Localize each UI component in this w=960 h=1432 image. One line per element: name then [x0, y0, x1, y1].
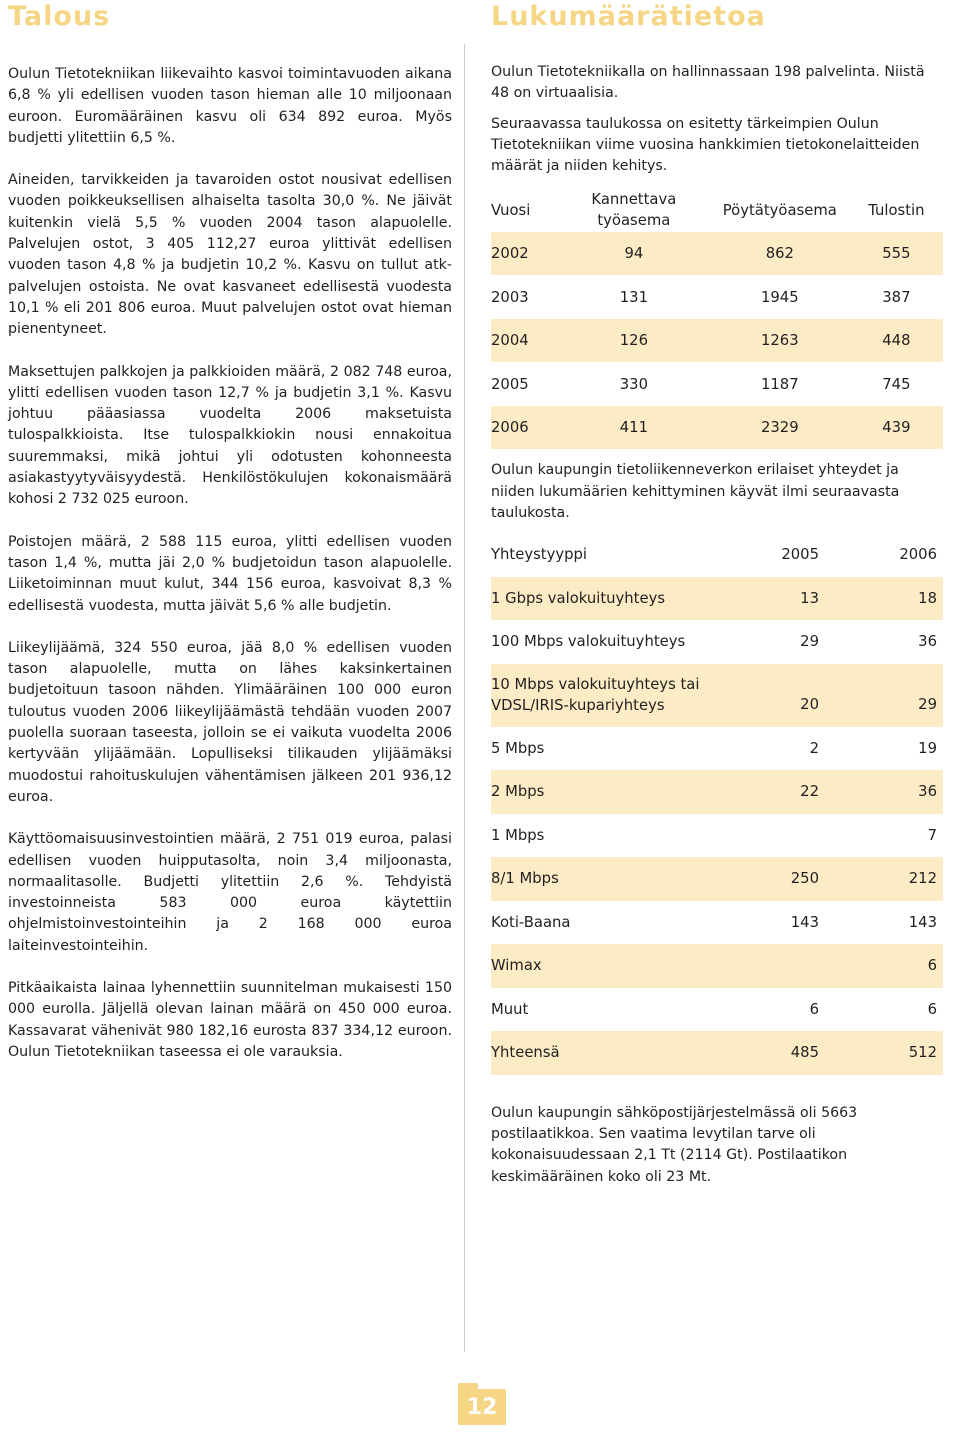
paragraph: Maksettujen palkkojen ja palkkioiden määrä, 2 082 748 euroa, ylitti edellisen vuoden tason 12,7 % ja budjetin 3,1 %. Kasvu johtuu pääasiassa vuodelta 2006 maksetuista tulospalkkioista. Itse tulospalkkiokin nousi ennakoitua suuremmaksi, mikä johtui yli odotusten kohonneesta asiakastyytyväisyydestä. Henkilöstökulujen kokonaismäärä kohosi 2 732 025 euroon. — [8, 363, 452, 508]
table-row — [491, 814, 943, 858]
table-cell: 94 — [554, 232, 710, 276]
table-cell: 512 — [827, 1031, 943, 1075]
table-row — [491, 275, 943, 319]
table-cell: 29 — [827, 664, 943, 727]
table-cell: 5 Mbps — [491, 739, 545, 757]
table-cell: 2002 — [491, 232, 554, 276]
table-header-row — [491, 188, 943, 232]
page-number: 12 — [458, 1389, 506, 1425]
table-cell: 10 Mbps valokuituyhteys tai VDSL/IRIS-kupariyhteys — [491, 664, 723, 727]
paragraph: Käyttöomaisuusinvestointien määrä, 2 751 019 euroa, palasi edellisen vuoden huipputasolta, noin 3,4 miljoonasta, normaalitasolle. Budjetti ylitettiin 2,6 %. Tehdyistä investoinneista 583 000 euroa käytettiin ohjelmistoinvestointeihin ja 2 168 000 euroa laiteinvestointeihin. — [8, 831, 452, 954]
paragraph: Oulun kaupungin tietoliikenneverkon erilaiset yhteydet ja niiden lukumäärien kehittyminen käyvät ilmi seuraavasta taulukosta. — [491, 462, 900, 522]
paragraph: Poistojen määrä, 2 588 115 euroa, ylitti edellisen vuoden tason 1,4 %, mutta jäi 2,0 % budjetoidun tason alapuolelle. Liiketoiminnan muut kulut, 344 156 euroa, kasvoivat 8,3 % edellisestä vuodesta, mutta jäivät 5,6 % alle budjetin. — [8, 533, 452, 614]
header-cell: Kannettava työasema — [591, 190, 677, 230]
table-cell: 20 — [723, 664, 827, 727]
header-cell: Yhteystyyppi — [491, 546, 587, 564]
table-cell: 143 — [908, 913, 937, 931]
table-row — [491, 901, 943, 945]
table-cell: 6 — [927, 1000, 937, 1018]
table-cell: 1263 — [710, 319, 850, 363]
paragraph: Pitkäaikaista lainaa lyhennettiin suunnitelman mukaisesti 150 000 eurolla. Jäljellä olevan lainan määrä on 450 000 euroa. Kassavarat vähenivät 980 182,16 eurosta 837 334,12 euroon. Oulun Tietotekniikan taseessa ei ole varauksia. — [8, 979, 452, 1060]
table-row — [491, 232, 943, 276]
table-cell: 1945 — [760, 288, 799, 306]
table-cell: 745 — [882, 375, 911, 393]
table-cell: 439 — [850, 406, 943, 450]
paragraph: Oulun Tietotekniikalla on hallinnassaan 198 palvelinta. Niistä 48 on virtuaalisia. — [491, 64, 925, 102]
table-cell: 1 Mbps — [491, 826, 545, 844]
table-cell: 6 — [827, 944, 943, 988]
table-cell: 2006 — [491, 406, 554, 450]
table-cell: 22 — [723, 770, 827, 814]
table-row — [491, 988, 943, 1032]
table-cell: Koti-Baana — [491, 913, 571, 931]
table-cell: 36 — [827, 770, 943, 814]
table-cell: 250 — [723, 857, 827, 901]
section-heading-talous: Talous — [8, 1, 111, 32]
column-divider — [464, 44, 465, 1352]
table-cell: 143 — [790, 913, 819, 931]
table-row — [491, 664, 943, 727]
table-cell: 2329 — [710, 406, 850, 450]
table-cell: 448 — [850, 319, 943, 363]
table-cell: Yhteensä — [491, 1031, 723, 1075]
table-cell: 411 — [554, 406, 710, 450]
table-cell: 2005 — [491, 375, 529, 393]
table-cell: 131 — [619, 288, 648, 306]
paragraph: Oulun Tietotekniikan liikevaihto kasvoi toimintavuoden aikana 6,8 % yli edellisen vuoden tason hieman alle 10 miljoonaan euroon. Euromääräinen kasvu oli 634 892 euroa. Myös budjetti ylitettiin 6,5 %. — [8, 66, 452, 146]
table-cell: 330 — [619, 375, 648, 393]
table-row — [491, 770, 943, 814]
table-cell: 485 — [723, 1031, 827, 1075]
header-cell: Tulostin — [868, 201, 925, 219]
table-cell: 13 — [723, 577, 827, 621]
table-cell: 100 Mbps valokuituyhteys — [491, 633, 686, 651]
table-row — [491, 620, 943, 664]
table-cell: 1 Gbps valokuituyhteys — [491, 577, 723, 621]
table-cell: 387 — [882, 288, 911, 306]
table-row — [491, 319, 943, 363]
header-cell: 2006 — [899, 546, 937, 564]
table-cell: 212 — [827, 857, 943, 901]
table-cell: 126 — [554, 319, 710, 363]
paragraph: Seuraavassa taulukossa on esitetty tärkeimpien Oulun Tietotekniikan viime vuosina hankkimien tietokonelaitteiden määrät ja niiden kehitys. — [491, 115, 920, 175]
table-cell: 19 — [918, 739, 937, 757]
paragraph: Liikeylijäämä, 324 550 euroa, jää 8,0 % edellisen vuoden tason alapuolelle, mutta on lähes kaksinkertainen budjetoituun tasoon nähden. Ylimääräinen 100 000 euron tuloutus vuoden 2006 liikeylijäämästä tehdään vuoden 2007 puolella suoraan taseesta, jolloin se ei vaikuta vuodelta 2006 kertyvään ylijäämään. Lopulliseksi tilikauden ylijäämäksi muodostui rahoituskulujen vähentämisen jälkeen 201 936,12 euroa. — [8, 639, 452, 805]
table-cell: 2 — [809, 739, 819, 757]
header-cell: 2005 — [781, 546, 819, 564]
table-row — [491, 727, 943, 771]
header-cell: Pöytätyöasema — [722, 201, 837, 219]
table-cell: 2 Mbps — [491, 770, 723, 814]
table-cell: 862 — [710, 232, 850, 276]
devices-table — [491, 188, 943, 449]
section-heading-lukumaaratietoa: Lukumäärätietoa — [491, 1, 766, 32]
table-cell: 7 — [927, 826, 937, 844]
table-cell — [723, 814, 827, 858]
table-row — [491, 362, 943, 406]
table-cell: 555 — [850, 232, 943, 276]
table-cell: 2003 — [491, 288, 529, 306]
paragraph: Aineiden, tarvikkeiden ja tavaroiden ostot nousivat edellisen vuoden poikkeuksellisen alhaiselta tasolta 30,0 %. Ne jäivät kuitenkin vielä 5,5 % vuoden 2004 tason alapuolelle. Palvelujen ostot, 3 405 112,27 euroa ylittivät edellisen vuoden tason 4,8 % ja budjetin 10,2 %. Kasvu on tullut atk-palvelujen ostoista. Ne ovat kasvaneet edellisestä vuodesta 10,1 % eli 201 806 euroa. Muut palvelujen ostot ovat hieman pienentyneet. — [8, 172, 452, 338]
table-header-row — [491, 533, 943, 577]
right-column — [491, 62, 943, 1197]
table-cell: Muut — [491, 1000, 529, 1018]
table-row — [491, 406, 943, 450]
table-row-total — [491, 1031, 943, 1075]
header-cell: Vuosi — [491, 201, 531, 219]
table-cell: 2004 — [491, 319, 554, 363]
connections-table — [491, 533, 943, 1075]
left-column — [8, 64, 452, 1084]
table-cell: 29 — [800, 633, 819, 651]
table-row — [491, 857, 943, 901]
table-row — [491, 944, 943, 988]
table-row — [491, 577, 943, 621]
table-cell — [723, 944, 827, 988]
table-cell: 1187 — [760, 375, 799, 393]
table-cell: 36 — [918, 633, 937, 651]
table-cell: 18 — [827, 577, 943, 621]
paragraph: Oulun kaupungin sähköpostijärjestelmässä oli 5663 postilaatikkoa. Sen vaatima levytilan tarve oli kokonaisuudessaan 2,1 Tt (2114 Gt). Postilaatikon keskimääräinen koko oli 23 Mt. — [491, 1104, 858, 1185]
table-cell: 6 — [809, 1000, 819, 1018]
table-cell: Wimax — [491, 944, 723, 988]
table-cell: 8/1 Mbps — [491, 857, 723, 901]
